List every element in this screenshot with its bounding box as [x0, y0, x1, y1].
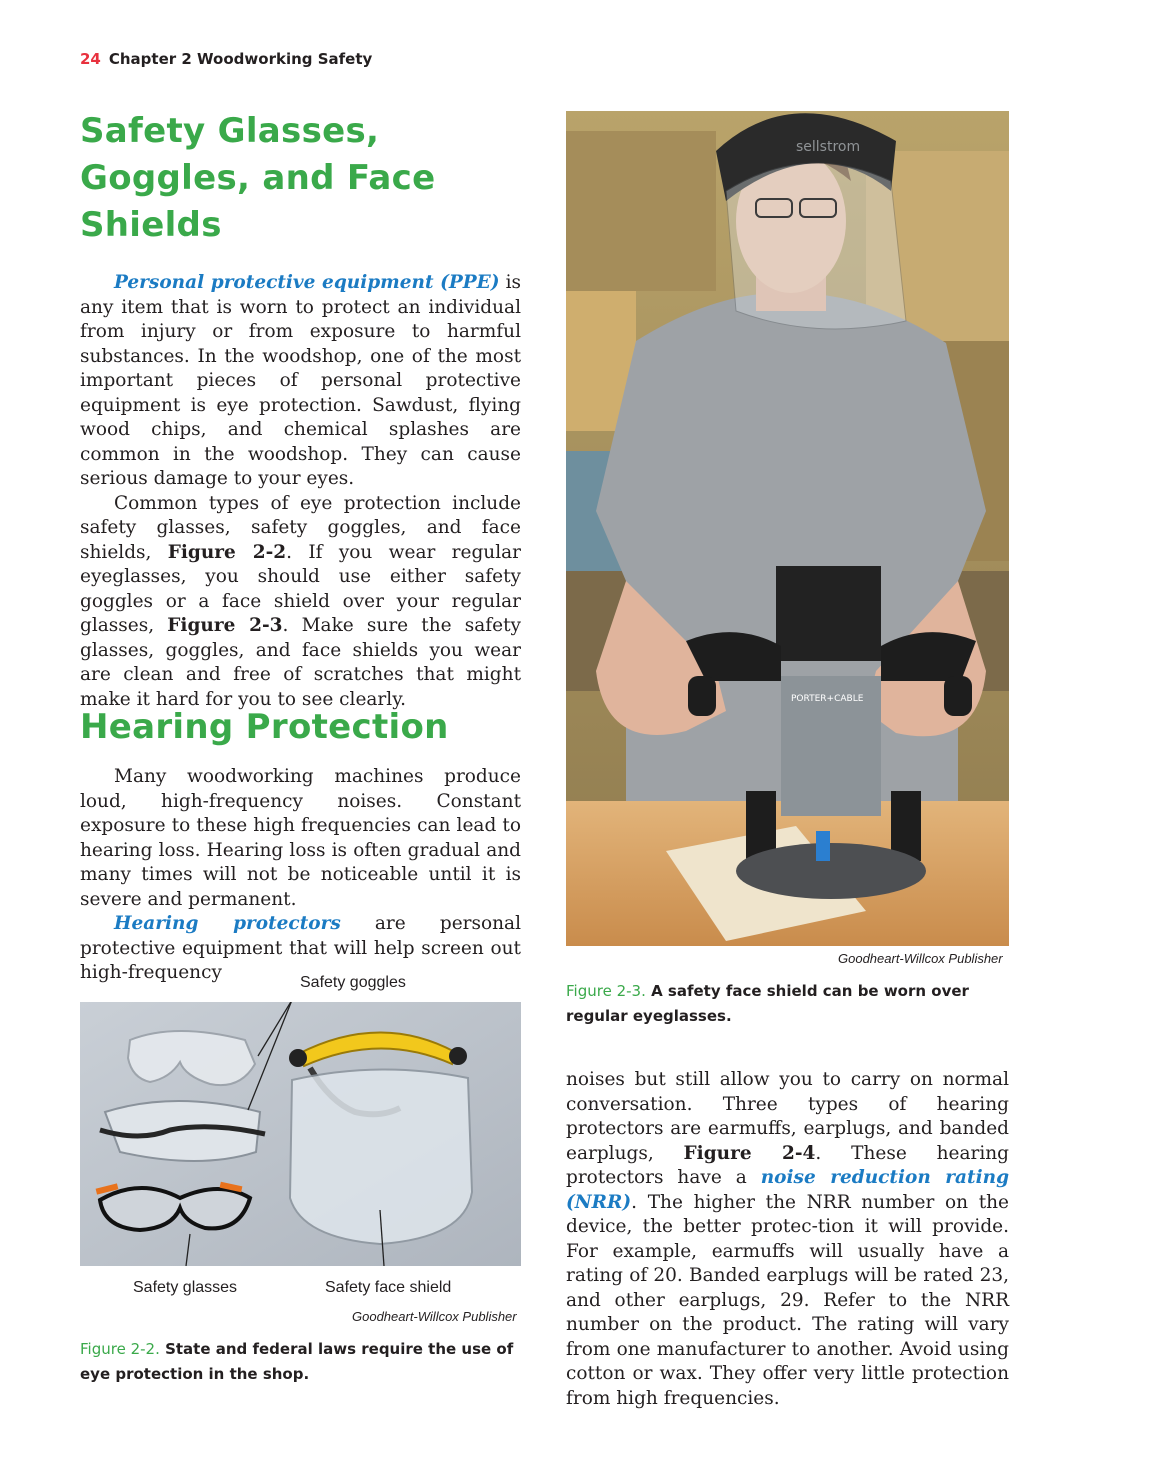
photo-credit: Goodheart-Willcox Publisher	[352, 1309, 517, 1324]
figure-label: Figure 2-3.	[566, 982, 646, 1000]
heading-line: Shields	[80, 205, 222, 245]
paragraph	[566, 1068, 1009, 1411]
running-header	[80, 50, 372, 68]
section-heading-hearing: Hearing Protection	[80, 707, 449, 747]
paragraph-text: noises but still allow you to carry on normal conversation. Three types of hearing protectors are earmuffs, earplugs, and banded earplugs,	[566, 1069, 1009, 1164]
callout-safety-face-shield: Safety face shield	[325, 1279, 452, 1296]
face-shield-illustration	[566, 111, 1009, 946]
figure-caption-2-3	[566, 979, 1009, 1029]
paragraph-text: . These hearing protectors have a	[566, 1142, 1010, 1188]
paragraph: Many woodworking machines produce loud, high-frequency noises. Constant exposure to these high frequencies can lead to hearing loss. Hearing loss is often gradual and many times will not be noticeable until it is severe and permanent.	[80, 766, 521, 910]
eye-protection-illustration	[80, 1002, 521, 1266]
page-number: 24	[80, 50, 101, 68]
face-shield-photo	[566, 111, 1009, 946]
hearing-protection-continued	[566, 1068, 1009, 1411]
caption-text: State and federal laws require the use of eye protection in the shop.	[80, 1340, 514, 1383]
hearing-protection-text	[80, 765, 521, 986]
heading-line: Safety Glasses,	[80, 111, 380, 151]
figure-reference: Figure 2-2	[167, 541, 287, 563]
glossary-term-ppe: Personal protective equipment (PPE)	[114, 272, 500, 293]
paragraph-text: are personal protective equipment that will help screen out high-frequency	[80, 913, 521, 983]
eye-protection-text	[80, 271, 521, 712]
shield-brand: sellstrom	[796, 139, 861, 155]
caption-text: A safety face shield can be worn over regular eyeglasses.	[566, 982, 969, 1025]
paragraph-text: Common types of eye protection include safety glasses, safety goggles, and face shields,	[80, 492, 521, 563]
chapter-title: Chapter 2 Woodworking Safety	[108, 50, 373, 68]
figure-label: Figure 2-2.	[80, 1340, 160, 1358]
paragraph	[80, 271, 521, 492]
section-heading-eye-protection	[80, 108, 435, 249]
router-brand: PORTER+CABLE	[791, 694, 864, 704]
callout-safety-goggles: Safety goggles	[300, 974, 406, 991]
figure-reference: Figure 2-3	[167, 615, 283, 636]
paragraph-text: . If you wear regular eyeglasses, you should use either safety goggles or a face shield over your regular glasses,	[80, 541, 522, 636]
figure-reference: Figure 2-4	[683, 1142, 816, 1164]
paragraph-text: . The higher the NRR number on the device, the better protec-tion it will provide. For example, earmuffs will usually have a rating of 20. Banded earplugs will be rated 23, and other earplugs, 29. Refer to the NRR number on the product. The rating will vary from one manufacturer to another. Avoid using cotton or wax. They offer very little protection from high frequencies.	[566, 1191, 1009, 1409]
paragraph-text: is any item that is worn to protect an individual from injury or from exposure to harmful substances. In the woodshop, one of the most important pieces of personal protective equipment is eye protection. Sawdust, flying wood chips, and chemical splashes are common in the woodshop. They can cause serious damage to your eyes.	[80, 272, 521, 489]
glossary-term-nrr: noise reduction rating (NRR)	[566, 1167, 1009, 1213]
glossary-term-hearing-protectors: Hearing protectors	[114, 913, 341, 934]
figure-caption-2-2	[80, 1337, 521, 1387]
callout-safety-glasses: Safety glasses	[133, 1279, 238, 1296]
eye-protection-photo	[80, 1002, 521, 1266]
photo-credit: Goodheart-Willcox Publisher	[838, 951, 1003, 966]
heading-line: Goggles, and Face	[80, 158, 436, 198]
paragraph	[80, 492, 521, 713]
paragraph-text: . Make sure the safety glasses, goggles, and face shields you wear are clean and free of scratches that might make it hard for you to see clearly.	[80, 615, 521, 710]
